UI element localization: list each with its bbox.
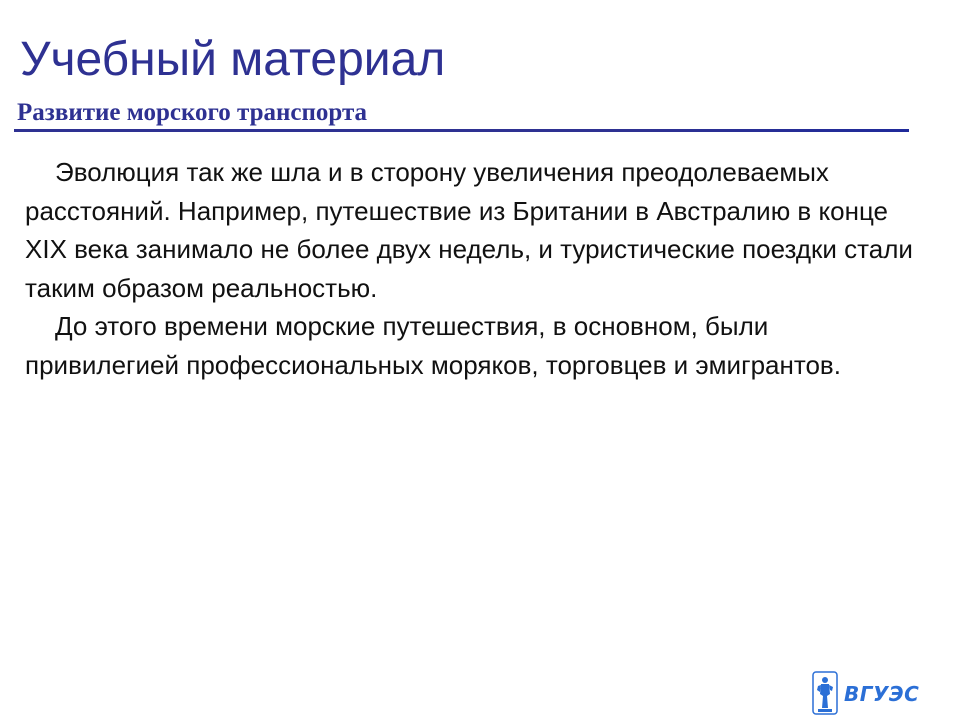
body-text [25, 153, 925, 384]
page-title: Учебный материал [20, 33, 446, 86]
title-underline [14, 129, 909, 133]
paragraph-2: До этого времени морские путешествия, в основном, были привилегией профессиональных моряков, торговцев и эмигрантов. [25, 311, 841, 380]
page-subtitle: Развитие морского транспорта [17, 99, 368, 126]
statue-emblem-icon [813, 672, 837, 714]
paragraph-1: Эволюция так же шла и в сторону увеличения преодолеваемых расстояний. Например, путешествие из Британии в Австралию в конце XIX века занимало не более двух недель, и туристические поездки стали таким образом реальностью. [25, 157, 913, 303]
logo-text: ВГУЭС [844, 682, 920, 706]
university-logo [812, 670, 928, 716]
